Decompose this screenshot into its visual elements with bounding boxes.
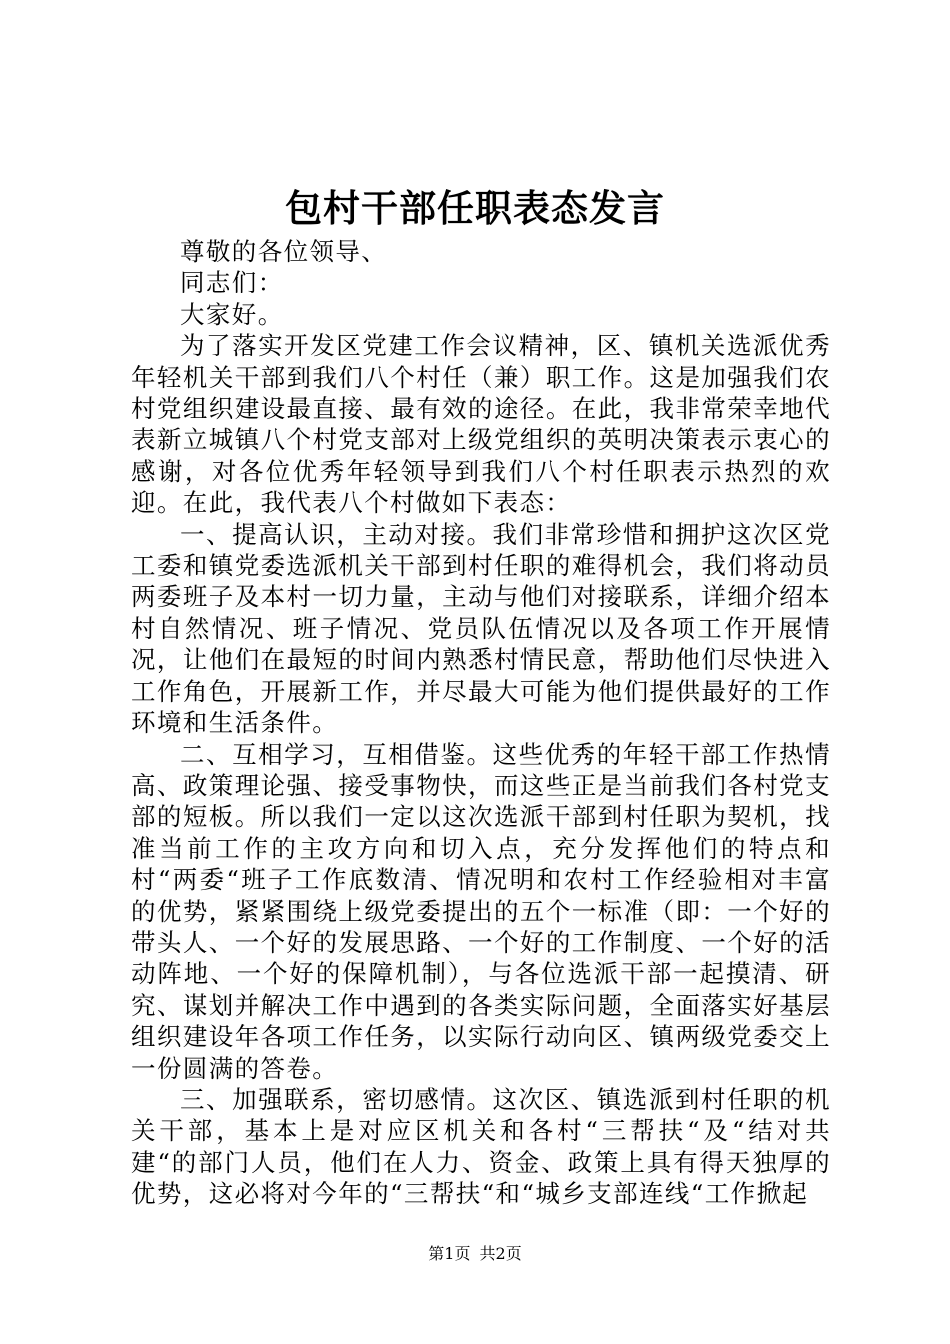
point-two-paragraph: 二、互相学习，互相借鉴。这些优秀的年轻干部工作热情高、政策理论强、接受事物快，而这些正是当前我们各村党支部的短板。所以我们一定以这次选派干部到村任职为契机，找准当前工作的主攻方向和切入点，充分发挥他们的特点和村“两委“班子工作底数清、情况明和农村工作经验相对丰富的优势，紧紧围绕上级党委提出的五个一标准（即：一个好的带头人、一个好的发展思路、一个好的工作制度、一个好的活动阵地、一个好的保障机制），与各位选派干部一起摸清、研究、谋划并解决工作中遇到的各类实际问题，全面落实好基层组织建设年各项工作任务，以实际行动向区、镇两级党委交上一份圆满的答卷。: [131, 739, 831, 1083]
point-three-paragraph: 三、加强联系，密切感情。这次区、镇选派到村任职的机关干部，基本上是对应区机关和各村“三帮扶“及“结对共建“的部门人员，他们在人力、资金、政策上具有得天独厚的优势，这必将对今年的“三帮扶“和“城乡支部连线“工作掀起: [131, 1084, 831, 1209]
greeting-line: 大家好。: [180, 299, 284, 329]
intro-paragraph: 为了落实开发区党建工作会议精神，区、镇机关选派优秀年轻机关干部到我们八个村任（兼）职工作。这是加强我们农村党组织建设最直接、最有效的途径。在此，我非常荣幸地代表新立城镇八个村党支部对上级党组织的英明决策表示衷心的感谢，对各位优秀年轻领导到我们八个村任职表示热烈的欢迎。在此，我代表八个村做如下表态：: [131, 331, 831, 518]
salutation-line: 同志们：: [180, 268, 284, 298]
point-one-paragraph: 一、提高认识，主动对接。我们非常珍惜和拥护这次区党工委和镇党委选派机关干部到村任职的难得机会，我们将动员两委班子及本村一切力量，主动与他们对接联系，详细介绍本村自然情况、班子情况、党员队伍情况以及各项工作开展情况，让他们在最短的时间内熟悉村情民意，帮助他们尽快进入工作角色，开展新工作，并尽最大可能为他们提供最好的工作环境和生活条件。: [131, 519, 831, 738]
page-footer: 第1页 共2页: [428, 1244, 522, 1263]
document-title: 包村干部任职表态发言: [285, 186, 665, 230]
salutation-line: 尊敬的各位领导、: [180, 237, 388, 266]
document-body: [131, 236, 831, 1210]
